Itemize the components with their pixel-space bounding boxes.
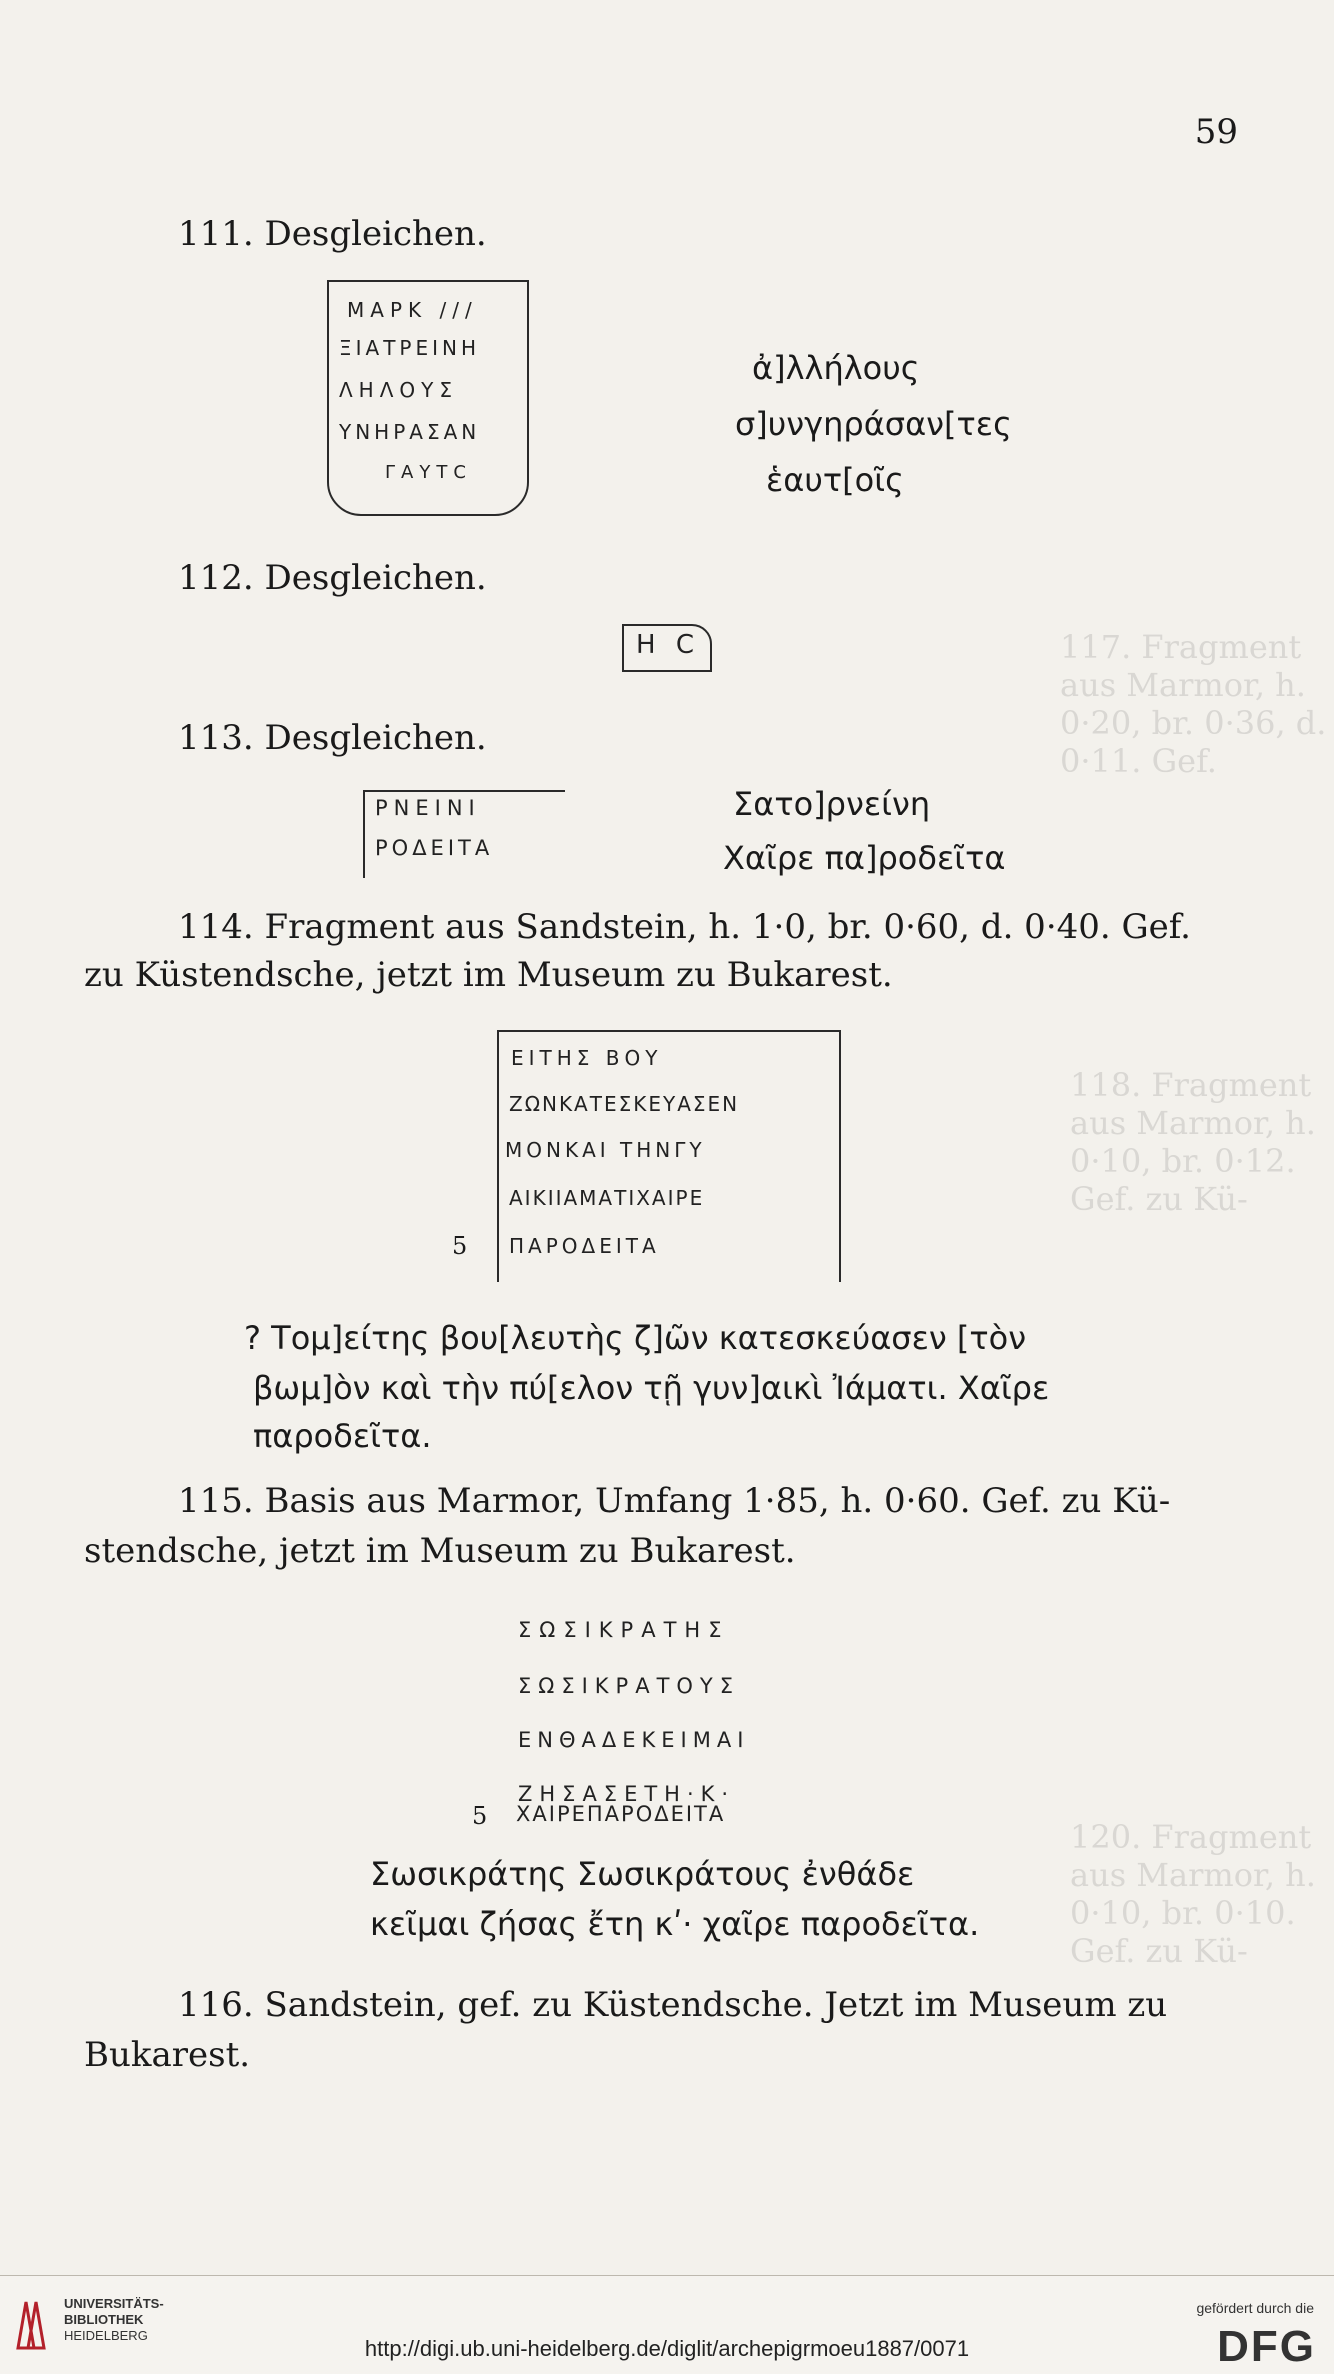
funded-by-label: gefördert durch die bbox=[1196, 2300, 1314, 2316]
inscription-line: ΠΑΡΟΔΕΙΤΑ bbox=[509, 1234, 660, 1258]
entry-114-text: zu Küstendsche, jetzt im Museum zu Bukarest. bbox=[84, 955, 893, 995]
entry-114-text: 114. Fragment aus Sandstein, h. 1·0, br. 0·60, d. 0·40. Gef. bbox=[178, 907, 1191, 947]
inscription-line: ΛΗΛΟΥΣ bbox=[339, 378, 458, 402]
inscription-113-box bbox=[363, 790, 565, 878]
transcription-115-line: Σωσικράτης Σωσικράτους ἐνθάδε bbox=[370, 1855, 915, 1893]
logo-text-line: UNIVERSITÄTS- bbox=[64, 2296, 164, 2311]
inscription-115-line: ΣΩΣΙΚΡΑΤΟΥΣ bbox=[518, 1674, 741, 1698]
source-url-link[interactable]: http://digi.ub.uni-heidelberg.de/diglit/archepigrmoeu1887/0071 bbox=[364, 2336, 970, 2361]
entry-115-text: 115. Basis aus Marmor, Umfang 1·85, h. 0·60. Gef. zu Kü- bbox=[178, 1481, 1171, 1521]
inscription-line: ΞΙΑΤΡΕΙΝΗ bbox=[339, 336, 481, 360]
transcription-111-line: ἀ]λλήλους bbox=[752, 349, 920, 387]
bleed-through-text: 118. Fragment aus Marmor, h. 0·10, br. 0·12. Gef. zu Kü- bbox=[1070, 1066, 1316, 1218]
entry-116-text: 116. Sandstein, gef. zu Küstendsche. Jetzt im Museum zu bbox=[178, 1985, 1168, 2025]
inscription-line: ΡΟΔΕΙΤΑ bbox=[375, 836, 494, 860]
transcription-113-line: Σατο]ρνείνη bbox=[733, 785, 931, 823]
inscription-line: ΕΙΤΗΣ ΒΟΥ bbox=[511, 1046, 663, 1070]
bleed-through-text: 117. Fragment aus Marmor, h. 0·20, br. 0·36, d. 0·11. Gef. bbox=[1060, 628, 1327, 780]
inscription-114-box bbox=[497, 1030, 841, 1282]
entry-113-heading: 113. Desgleichen. bbox=[178, 718, 487, 758]
transcription-114-line: βωμ]ὸν καὶ τὴν πύ[ελον τῇ γυν]αικὶ Ἰάματι. Χαῖρε bbox=[253, 1369, 1050, 1407]
transcription-115-line: κεῖμαι ζήσας ἔτη κʹ· χαῖρε παροδεῖτα. bbox=[370, 1905, 980, 1943]
transcription-111-line: ἑαυτ[οῖς bbox=[766, 461, 904, 499]
inscription-115-line: ΣΩΣΙΚΡΑΤΗΣ bbox=[518, 1618, 730, 1642]
inscription-line: ΥΝΗΡΑΣΑΝ bbox=[339, 420, 481, 444]
entry-111-heading: 111. Desgleichen. bbox=[178, 214, 487, 254]
transcription-114-line: ? Τομ]είτης βου[λευτὴς ζ]ῶν κατεσκεύασεν [τὸν bbox=[244, 1319, 1027, 1357]
entry-115-text: stendsche, jetzt im Museum zu Bukarest. bbox=[84, 1531, 796, 1571]
bleed-through-text: 120. Fragment aus Marmor, h. 0·10, br. 0·10. Gef. zu Kü- bbox=[1070, 1818, 1316, 1970]
transcription-111-line: σ]υνγηράσαν[τες bbox=[735, 405, 1012, 443]
line-number: 5 bbox=[472, 1802, 488, 1830]
inscription-line: ΓΑΥΤC bbox=[385, 462, 472, 483]
inscription-line: ΜΟΝΚΑΙ ΤΗΝΓΥ bbox=[505, 1138, 706, 1162]
inscription-line: ΜΑΡΚ /// bbox=[347, 298, 478, 322]
inscription-line: ΑΙΚΙΙΑΜΑΤΙΧΑΙΡΕ bbox=[509, 1186, 705, 1210]
inscription-line: ΖΩΝΚΑΤΕΣΚΕΥΑΣΕΝ bbox=[509, 1092, 740, 1116]
entry-116-text: Bukarest. bbox=[84, 2035, 251, 2075]
inscription-line: ΡΝΕΙΝΙ bbox=[375, 796, 481, 820]
inscription-111-box bbox=[327, 280, 529, 516]
inscription-115-line: ΕΝΘΑΔΕΚΕΙΜΑΙ bbox=[518, 1728, 750, 1752]
logo-text-line: BIBLIOTHEK bbox=[64, 2312, 144, 2327]
entry-112-heading: 112. Desgleichen. bbox=[178, 558, 487, 598]
line-number: 5 bbox=[452, 1232, 468, 1260]
inscription-112-box bbox=[622, 624, 712, 672]
inscription-line: Η C bbox=[636, 630, 700, 660]
transcription-113-line: Χαῖρε πα]ροδεῖτα bbox=[723, 839, 1006, 877]
transcription-114-line: παροδεῖτα. bbox=[253, 1417, 432, 1455]
dfg-logo: DFG bbox=[1217, 2322, 1316, 2371]
page-number: 59 bbox=[1194, 112, 1238, 152]
inscription-115-line: ΧΑΙΡΕΠΑΡΟΔΕΙΤΑ bbox=[516, 1802, 726, 1826]
inscription-115-line: ΖΗΣΑΣΕΤΗ·Κ· bbox=[518, 1782, 736, 1806]
logo-text-line: HEIDELBERG bbox=[64, 2328, 148, 2343]
